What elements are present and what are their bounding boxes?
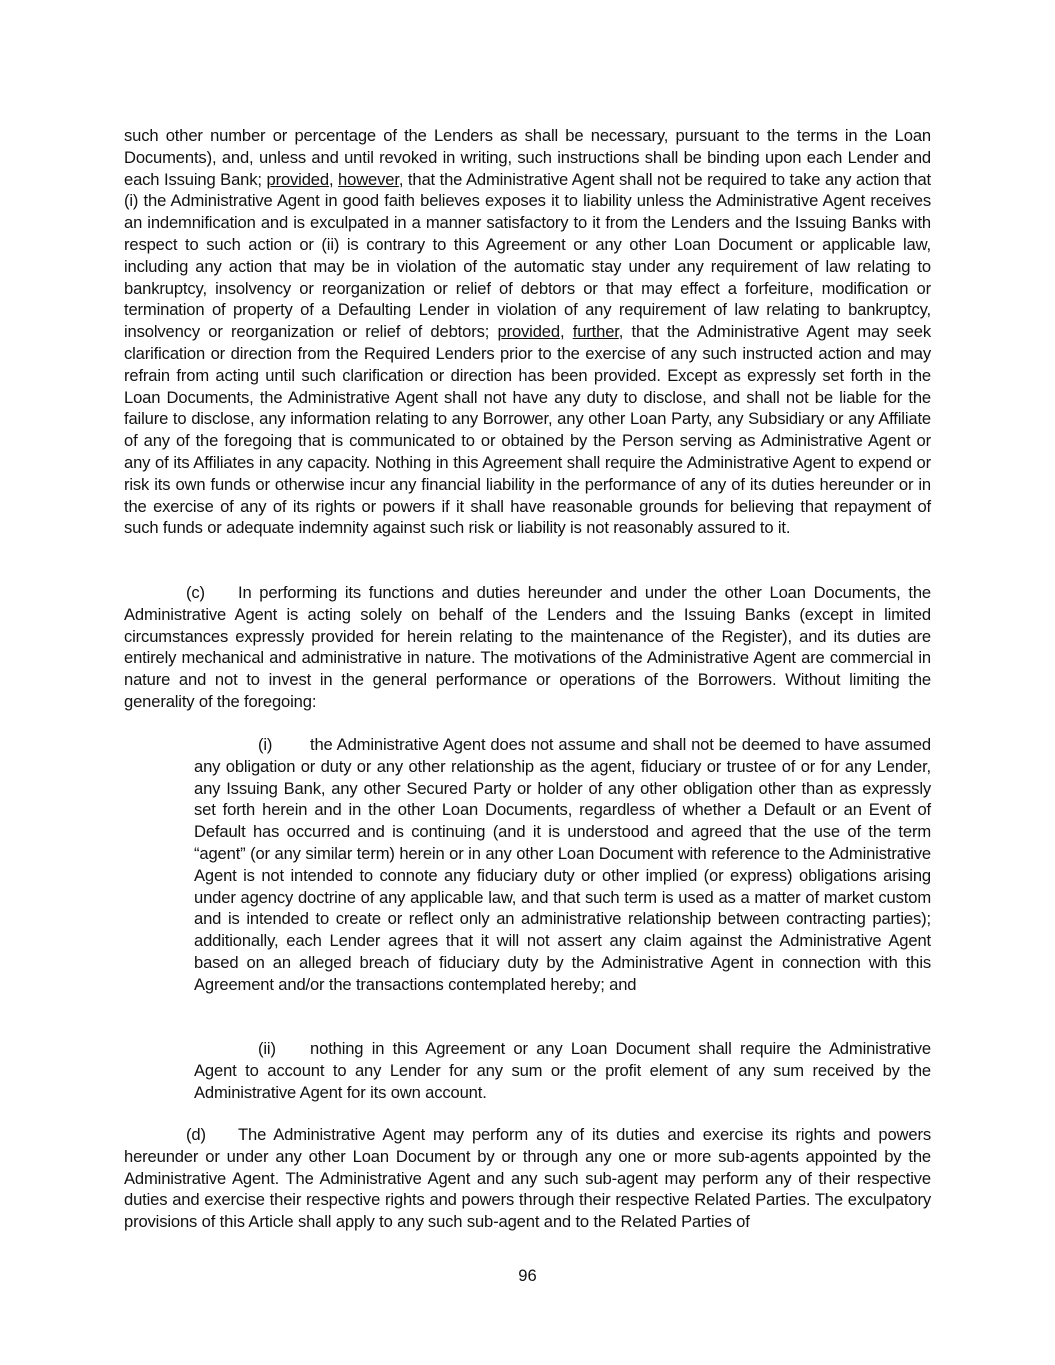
provided-underlined: provided	[497, 322, 560, 342]
separator: ,	[328, 169, 339, 189]
subparagraph-c-i	[194, 734, 931, 996]
subparagraph-c-ii	[194, 1038, 931, 1103]
further-underlined: further	[572, 322, 619, 342]
clause-label: (ii)	[258, 1039, 276, 1058]
however-underlined: however	[338, 169, 399, 189]
paragraph-c	[124, 582, 931, 713]
paragraph-text: , that the Administrative Agent may seek clarification or direction from the Required Lenders prior to the exercise of any such instructed action and may refrain from acting until such clarification or direction has been provided. Except as expressly set forth in the Loan Documents, the Administrative Agent shall not have any duty to disclose, and shall not be liable for the failure to disclose, any information relating to any Borrower, any other Loan Party, any Subsidiary or any Affiliate of any of the foregoing that is communicated to or obtained by the Person serving as Administrative Agent or any of its Affiliates in any capacity. Nothing in this Agreement shall require the Administrative Agent to expend or risk its own funds or otherwise incur any financial liability in the performance of any of its duties hereunder or in the exercise of any of its rights or powers if it shall have reasonable grounds for believing that repayment of such funds or adequate indemnity against such risk or liability is not reasonably assured to it.	[124, 322, 932, 538]
clause-label: (d)	[186, 1125, 206, 1144]
page-number: 96	[518, 1266, 537, 1285]
clause-label: (c)	[186, 583, 205, 602]
paragraph-text: the Administrative Agent does not assume and shall not be deemed to have assumed any obligation or duty or any other relationship as the agent, fiduciary or trustee of or for any Lender, any Issuing Bank, any other Secured Party or holder of any other obligation other than as expressly set forth herein and in the other Loan Documents, regardless of whether a Default or an Event of Default has occurred and is continuing (and it is understood and agreed that the use of the term “agent” (or any similar term) herein or in any other Loan Document with reference to the Administrative Agent is not intended to connote any fiduciary duty or other implied (or express) obligations arising under agency doctrine of any applicable law, and that such term is used as a matter of market custom and is intended to create or reflect only an administrative relationship between contracting parties); additionally, each Lender agrees that it will not assert any claim against the Administrative Agent based on an alleged breach of fiduciary duty by the Administrative Agent in connection with this Agreement and/or the transactions contemplated hereby; and	[194, 735, 931, 994]
clause-label: (i)	[258, 735, 273, 754]
paragraph-text: The Administrative Agent may perform any of its duties and exercise its rights and powers hereunder or under any other Loan Document by or through any one or more sub-agents appointed by the Administrative Agent. The Administrative Agent and any such sub-agent may perform any of their respective duties and exercise their respective rights and powers through their respective Related Parties. The exculpatory provisions of this Article shall apply to any such sub-agent and to the Related Parties of	[124, 1125, 931, 1232]
paragraph-d	[124, 1124, 931, 1233]
paragraph-text: In performing its functions and duties hereunder and under the other Loan Documents, the Administrative Agent is acting solely on behalf of the Lenders and the Issuing Banks (except in limited circumstances expressly provided for herein relating to the maintenance of the Register), and its duties are entirely mechanical and administrative in nature. The motivations of the Administrative Agent are commercial in nature and not to invest in the general performance or operations of the Borrowers. Without limiting the generality of the foregoing:	[124, 583, 931, 711]
provided-underlined: provided	[266, 169, 329, 189]
paragraph-text: , that the Administrative Agent shall not be required to take any action that (i) the Administrative Agent in good faith believes exposes it to liability unless the Administrative Agent receives an indemnification and is exculpated in a manner satisfactory to it from the Lenders and the Issuing Banks with respect to such action or (ii) is contrary to this Agreement or any other Loan Document or applicable law, including any action that may be in violation of the automatic stay under any requirement of law relating to bankruptcy, insolvency or reorganization or relief of debtors or that may effect a forfeiture, modification or termination of property of a Defaulting Lender in violation of any requirement of law relating to bankruptcy, insolvency or reorganization or relief of debtors;	[124, 169, 931, 342]
paragraph-b-continued	[124, 125, 931, 539]
paragraph-text: such other number or percentage of the Lenders as shall be necessary, pursuant to the terms in the Loan Documents), and, unless and until revoked in writing, such instructions shall be binding upon each Lender and each Issuing Bank;	[124, 126, 931, 189]
paragraph-text: nothing in this Agreement or any Loan Document shall require the Administrative Agent to account to any Lender for any sum or the profit element of any sum received by the Administrative Agent for its own account.	[194, 1039, 931, 1102]
separator: ,	[559, 322, 573, 342]
